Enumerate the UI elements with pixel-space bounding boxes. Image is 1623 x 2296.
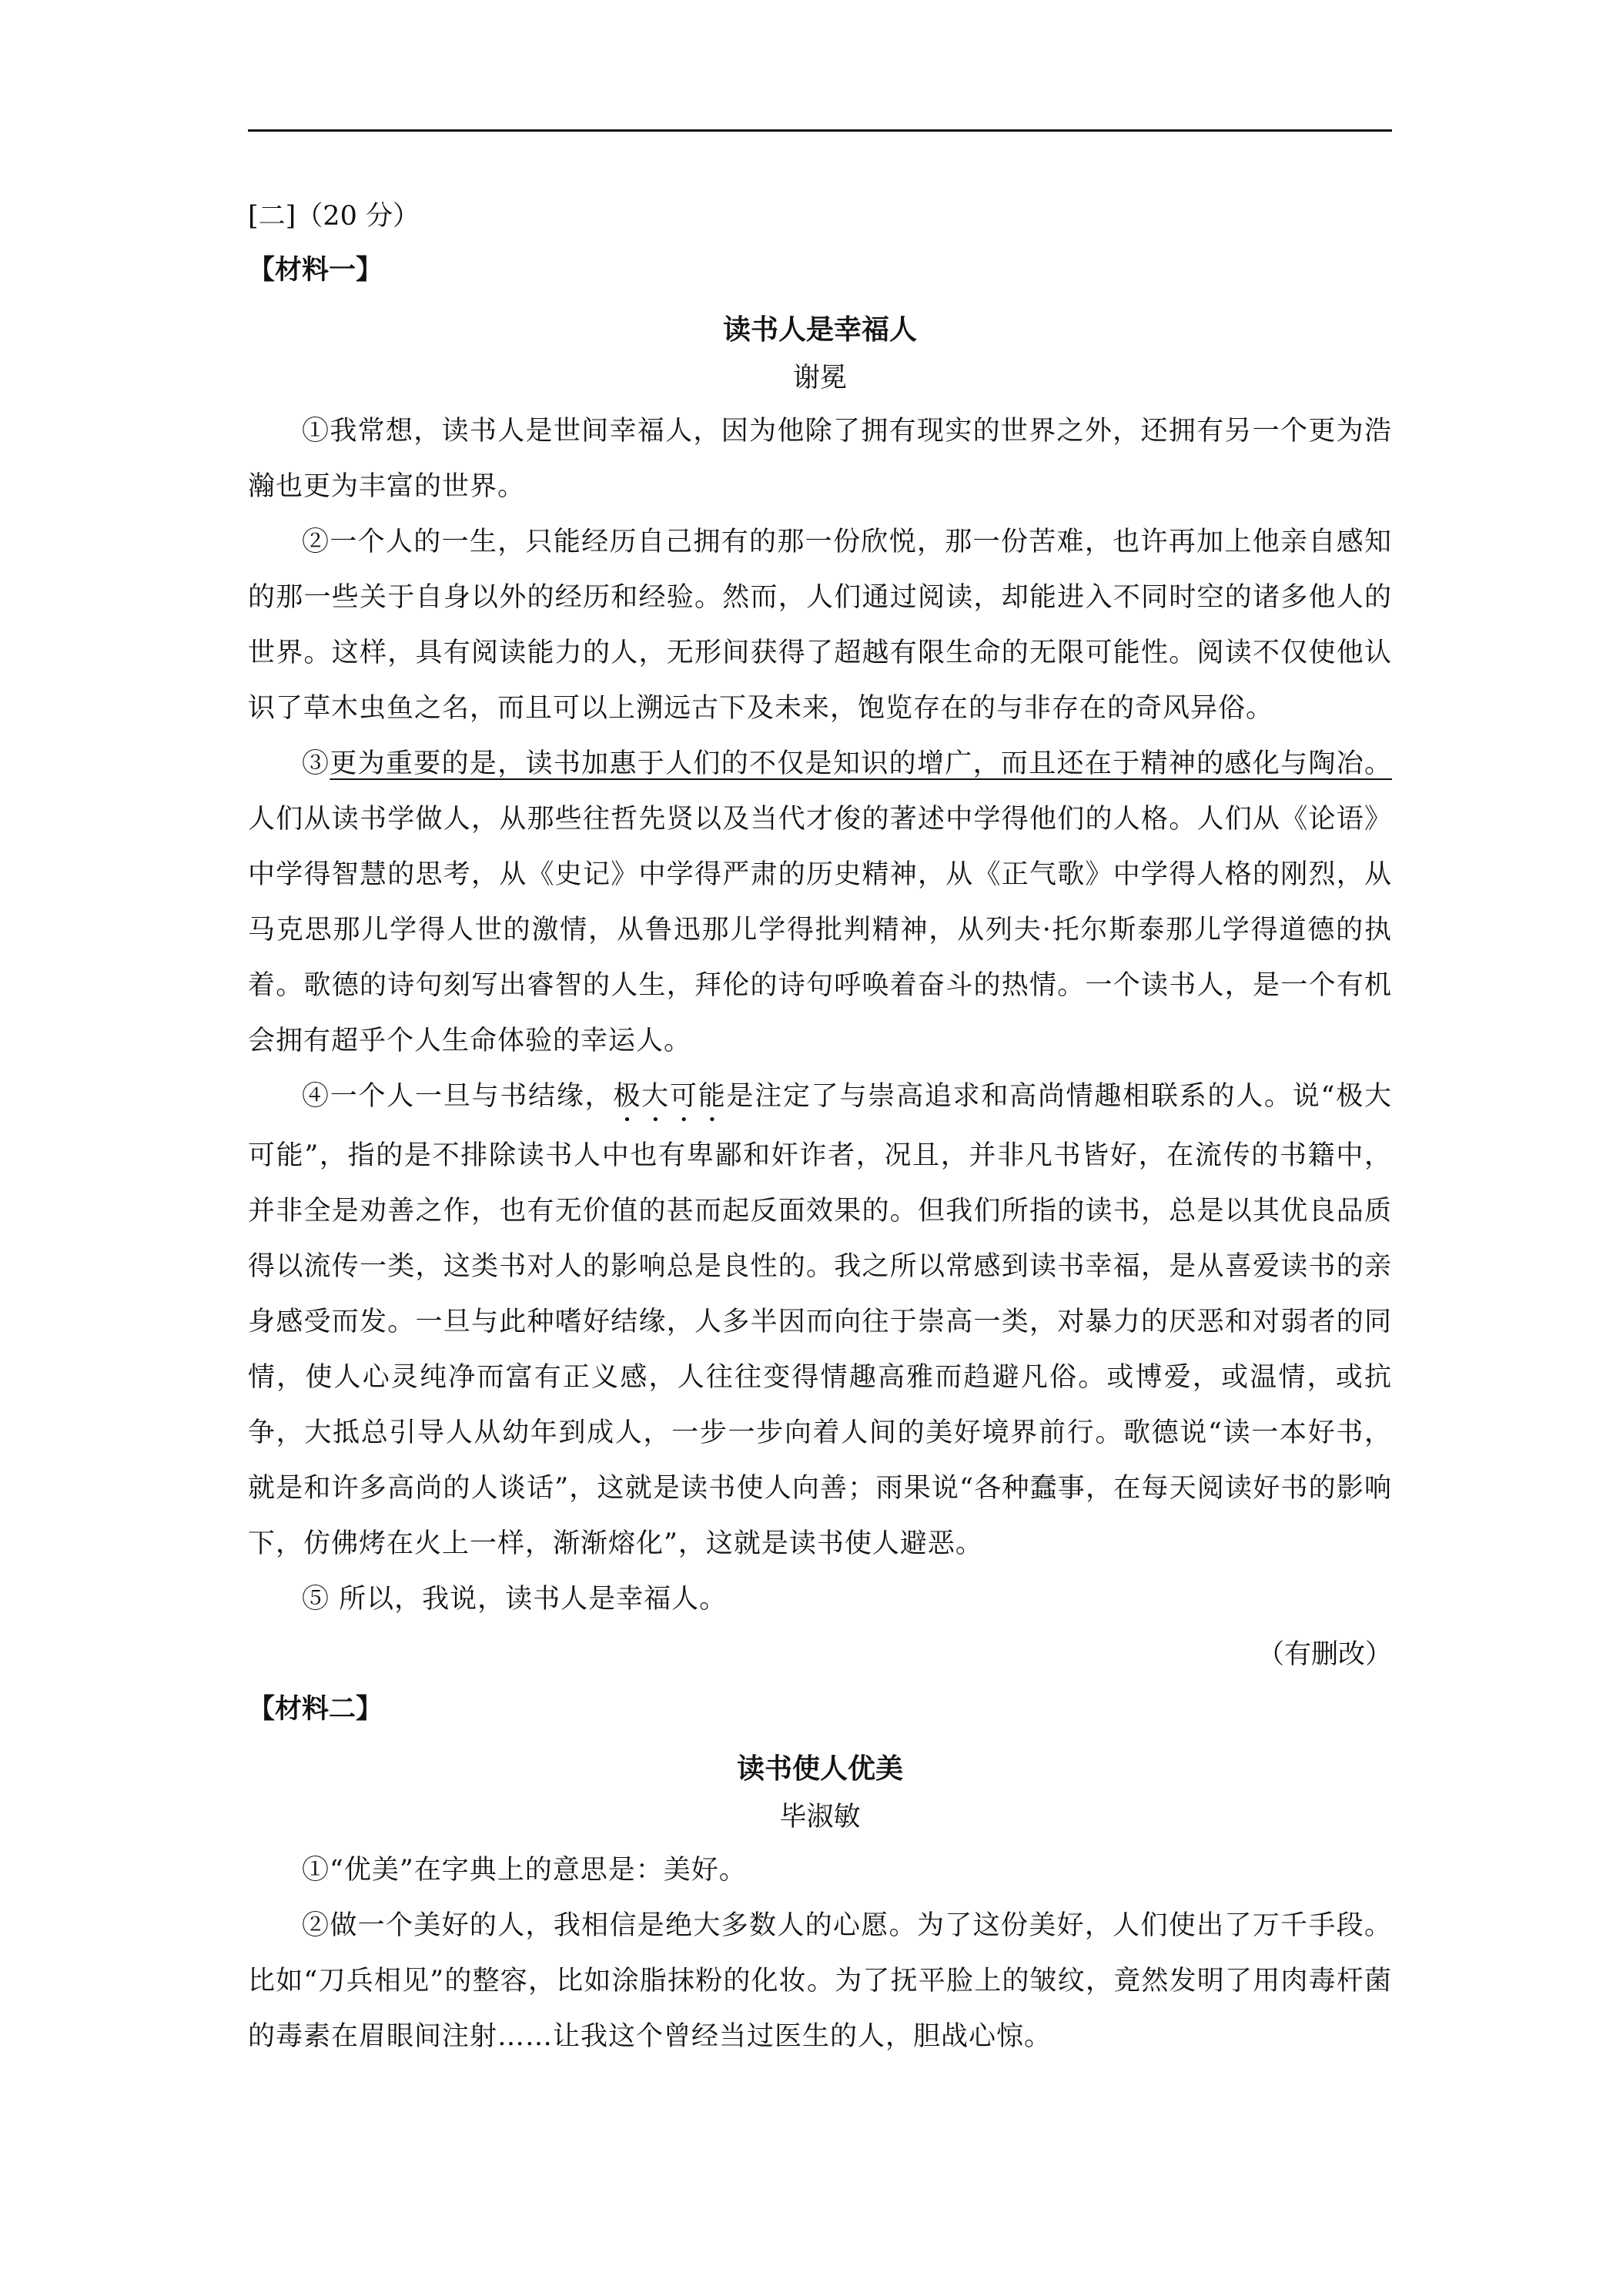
material-one-paragraph-1: ①我常想，读书人是世间幸福人，因为他除了拥有现实的世界之外，还拥有另一个更为浩瀚也更为丰富的世界。 xyxy=(248,416,1392,502)
emphasized-phrase: 极大可能 xyxy=(613,1081,727,1112)
material-one-paragraph-5: ⑤ 所以，我说，读书人是幸福人。 xyxy=(302,1584,728,1615)
material-one-title: 读书人是幸福人 xyxy=(722,314,917,346)
material-two-author: 毕淑敏 xyxy=(779,1802,861,1832)
material-one-source-note: （有删改） xyxy=(1257,1639,1392,1670)
paragraph-4-before: ④一个人一旦与书结缘， xyxy=(302,1081,614,1112)
paragraph-4-after: 是注定了与崇高追求和高尚情趣相联系的人。说“极大可能”，指的是不排除读书人中也有卑鄙和奸诈者，况且，并非凡书皆好，在流传的书籍中，并非全是劝善之作，也有无价值的甚而起反面效果的。但我们所指的读书，总是以其优良品质得以流传一类，这类书对人的影响总是良性的。我之所以常感到读书幸福，是从喜爱读书的亲身感受而发。一旦与此种嗜好结缘，人多半因而向往于崇高一类，对暴力的厌恶和对弱者的同情，使人心灵纯净而富有正义感，人往往变得情趣高雅而趋避凡俗。或博爱，或温情，或抗争，大抵总引导人从幼年到成人，一步一步向着人间的美好境界前行。歌德说“读一本好书，就是和许多高尚的人谈话”，这就是读书使人向善；雨果说“各种蠢事，在每天阅读好书的影响下，仿佛烤在火上一样，渐渐熔化”，这就是读书使人避恶。 xyxy=(248,1081,1392,1559)
section-header: [二]（20 分） xyxy=(248,201,420,232)
material-one-paragraph-4 xyxy=(248,1069,1392,1571)
material-two-paragraph-1: ①“优美”在字典上的意思是：美好。 xyxy=(302,1855,747,1886)
material-two-label: 【材料二】 xyxy=(248,1694,383,1725)
paragraph-3-number: ③ xyxy=(302,748,330,779)
paragraph-3-rest: 人们从读书学做人，从那些往哲先贤以及当代才俊的著述中学得他们的人格。人们从《论语》中学得智慧的思考，从《史记》中学得严肃的历史精神，从《正气歌》中学得人格的刚烈，从马克思那儿学得人世的激情，从鲁迅那儿学得批判精神，从列夫·托尔斯泰那儿学得道德的执着。歌德的诗句刻写出睿智的人生，拜伦的诗句呼唤着奋斗的热情。一个读书人，是一个有机会拥有超乎个人生命体验的幸运人。 xyxy=(248,804,1392,1056)
material-one-paragraph-2: ②一个人的一生，只能经历自己拥有的那一份欣悦，那一份苦难，也许再加上他亲自感知的那一些关于自身以外的经历和经验。然而，人们通过阅读，却能进入不同时空的诸多他人的世界。这样，具有阅读能力的人，无形间获得了超越有限生命的无限可能性。阅读不仅使他认识了草木虫鱼之名，而且可以上溯远古下及未来，饱览存在的与非存在的奇风异俗。 xyxy=(248,527,1392,724)
material-one-paragraph-3 xyxy=(248,736,1392,1069)
underlined-sentence: 更为重要的是，读书加惠于人们的不仅是知识的增广，而且还在于精神的感化与陶冶。 xyxy=(330,748,1392,779)
material-one-label: 【材料一】 xyxy=(248,255,383,286)
material-two-paragraph-2: ②做一个美好的人，我相信是绝大多数人的心愿。为了这份美好，人们使出了万千手段。比如“刀兵相见”的整容，比如涂脂抹粉的化妆。为了抚平脸上的皱纹，竟然发明了用肉毒杆菌的毒素在眉眼间注射……让我这个曾经当过医生的人，胆战心惊。 xyxy=(248,1910,1392,2052)
document-content xyxy=(248,194,1392,2064)
header-rule xyxy=(248,129,1392,132)
material-one-author: 谢冕 xyxy=(792,363,847,393)
material-two-title: 读书使人优美 xyxy=(736,1753,903,1785)
